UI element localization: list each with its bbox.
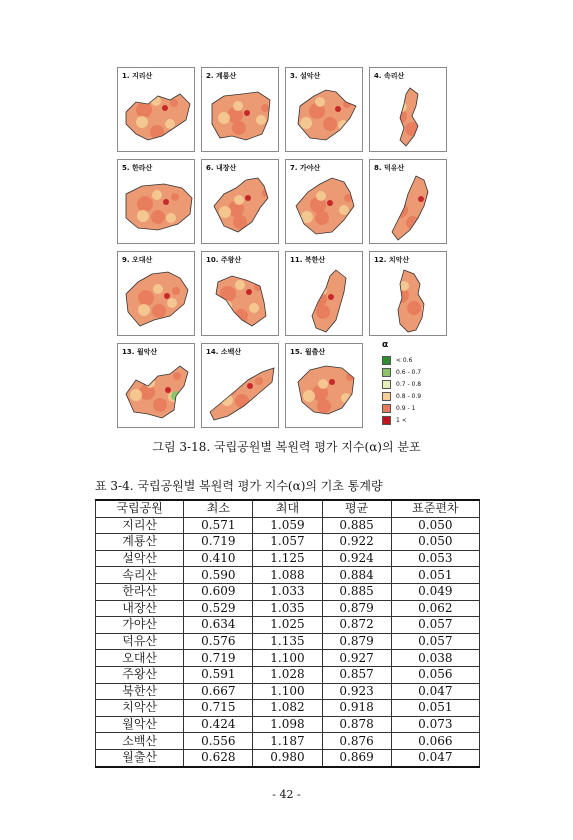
- legend-label: 0.7 - 0.8: [396, 380, 422, 388]
- cell-max: 1.082: [253, 700, 322, 717]
- map-panel-label: 12. 치악산: [374, 256, 410, 264]
- cell-max: 1.033: [253, 583, 322, 600]
- cell-stddev: 0.062: [391, 600, 479, 617]
- table-row: [96, 534, 480, 551]
- cell-min: 0.719: [184, 534, 253, 551]
- header-min: 최소: [184, 500, 253, 517]
- cell-park: 속리산: [96, 567, 184, 584]
- cell-mean: 0.879: [322, 600, 391, 617]
- cell-park: 월악산: [96, 716, 184, 733]
- header-park: 국립공원: [96, 500, 184, 517]
- table-row: [96, 550, 480, 567]
- map-panel: [117, 67, 195, 152]
- cell-mean: 0.876: [322, 733, 391, 750]
- map-panel-label: 2. 계룡산: [206, 72, 237, 80]
- legend-swatch: [382, 380, 391, 389]
- cell-stddev: 0.050: [391, 517, 479, 534]
- legend-item: [382, 402, 421, 414]
- legend-title: α: [382, 340, 389, 350]
- table-row: [96, 733, 480, 750]
- map-legend: [382, 340, 421, 426]
- cell-mean: 0.885: [322, 583, 391, 600]
- cell-park: 치악산: [96, 700, 184, 717]
- map-panel: [201, 343, 279, 428]
- legend-swatch: [382, 404, 391, 413]
- map-panel-label: 7. 가야산: [290, 164, 321, 172]
- cell-stddev: 0.047: [391, 749, 479, 766]
- cell-mean: 0.872: [322, 617, 391, 634]
- map-panel: [201, 67, 279, 152]
- cell-park: 북한산: [96, 683, 184, 700]
- map-panel-label: 6. 내장산: [206, 164, 237, 172]
- cell-stddev: 0.073: [391, 716, 479, 733]
- map-panel: [369, 251, 447, 336]
- header-max: 최대: [253, 500, 322, 517]
- cell-max: 1.035: [253, 600, 322, 617]
- table-row: [96, 517, 480, 534]
- cell-max: 1.025: [253, 617, 322, 634]
- cell-max: 0.980: [253, 749, 322, 766]
- map-panel: [369, 159, 447, 244]
- cell-min: 0.609: [184, 583, 253, 600]
- map-panel-label: 15. 월출산: [290, 348, 326, 356]
- table-body: [96, 517, 480, 766]
- map-panel: [369, 67, 447, 152]
- table-row: [96, 617, 480, 634]
- cell-mean: 0.927: [322, 650, 391, 667]
- cell-max: 1.135: [253, 633, 322, 650]
- cell-mean: 0.922: [322, 534, 391, 551]
- cell-stddev: 0.057: [391, 617, 479, 634]
- cell-min: 0.715: [184, 700, 253, 717]
- cell-park: 한라산: [96, 583, 184, 600]
- legend-swatch: [382, 356, 391, 365]
- cell-max: 1.028: [253, 666, 322, 683]
- cell-stddev: 0.057: [391, 633, 479, 650]
- cell-min: 0.719: [184, 650, 253, 667]
- legend-label: 0.8 - 0.9: [396, 392, 422, 400]
- cell-max: 1.059: [253, 517, 322, 534]
- table-row: [96, 600, 480, 617]
- park-boundary: [126, 272, 188, 326]
- park-boundary: [298, 90, 356, 140]
- table-row: [96, 749, 480, 766]
- legend-item: [382, 366, 421, 378]
- map-panel-label: 3. 설악산: [290, 72, 321, 80]
- cell-min: 0.424: [184, 716, 253, 733]
- cell-stddev: 0.066: [391, 733, 479, 750]
- legend-label: 0.9 - 1: [396, 404, 416, 412]
- map-panel-label: 4. 속리산: [374, 72, 405, 80]
- cell-min: 0.556: [184, 733, 253, 750]
- cell-mean: 0.885: [322, 517, 391, 534]
- cell-max: 1.098: [253, 716, 322, 733]
- map-panel: [117, 251, 195, 336]
- cell-max: 1.088: [253, 567, 322, 584]
- cell-stddev: 0.053: [391, 550, 479, 567]
- cell-max: 1.100: [253, 650, 322, 667]
- cell-stddev: 0.051: [391, 567, 479, 584]
- table-row: [96, 683, 480, 700]
- table-header-row: [96, 500, 480, 517]
- map-panel-label: 5. 한라산: [122, 164, 153, 172]
- map-panel: [117, 159, 195, 244]
- table-row: [96, 633, 480, 650]
- legend-item: [382, 390, 421, 402]
- cell-park: 주왕산: [96, 666, 184, 683]
- cell-min: 0.571: [184, 517, 253, 534]
- cell-park: 설악산: [96, 550, 184, 567]
- legend-label: 0.6 - 0.7: [396, 368, 422, 376]
- cell-min: 0.529: [184, 600, 253, 617]
- table-caption: 표 3-4. 국립공원별 복원력 평가 지수(α)의 기초 통계량: [95, 479, 383, 493]
- cell-park: 내장산: [96, 600, 184, 617]
- legend-item: [382, 414, 421, 426]
- map-panel-label: 14. 소백산: [206, 348, 242, 356]
- cell-max: 1.125: [253, 550, 322, 567]
- map-panel: [285, 251, 363, 336]
- cell-stddev: 0.056: [391, 666, 479, 683]
- map-panel: [285, 159, 363, 244]
- cell-park: 월출산: [96, 749, 184, 766]
- cell-park: 소백산: [96, 733, 184, 750]
- figure-caption: 그림 3-18. 국립공원별 복원력 평가 지수(α)의 분포: [152, 440, 421, 454]
- cell-min: 0.634: [184, 617, 253, 634]
- cell-max: 1.100: [253, 683, 322, 700]
- table-row: [96, 583, 480, 600]
- table-row: [96, 567, 480, 584]
- cell-min: 0.410: [184, 550, 253, 567]
- legend-swatch: [382, 392, 391, 401]
- cell-park: 지리산: [96, 517, 184, 534]
- header-mean: 평균: [322, 500, 391, 517]
- legend-label: 1 <: [396, 416, 407, 424]
- cell-stddev: 0.051: [391, 700, 479, 717]
- table-row: [96, 650, 480, 667]
- cell-max: 1.057: [253, 534, 322, 551]
- map-panel-label: 11. 북한산: [290, 256, 326, 264]
- table-row: [96, 700, 480, 717]
- cell-mean: 0.924: [322, 550, 391, 567]
- cell-park: 덕유산: [96, 633, 184, 650]
- cell-park: 오대산: [96, 650, 184, 667]
- cell-park: 가야산: [96, 617, 184, 634]
- table-row: [96, 666, 480, 683]
- cell-min: 0.576: [184, 633, 253, 650]
- cell-park: 계룡산: [96, 534, 184, 551]
- map-panel: [285, 67, 363, 152]
- cell-stddev: 0.047: [391, 683, 479, 700]
- cell-min: 0.590: [184, 567, 253, 584]
- statistics-table: [95, 499, 480, 768]
- map-panel: [201, 251, 279, 336]
- page-number: - 42 -: [272, 788, 301, 801]
- cell-mean: 0.918: [322, 700, 391, 717]
- cell-stddev: 0.049: [391, 583, 479, 600]
- map-panel-label: 10. 주왕산: [206, 256, 242, 264]
- map-panel-label: 1. 지리산: [122, 72, 153, 80]
- cell-stddev: 0.038: [391, 650, 479, 667]
- cell-mean: 0.857: [322, 666, 391, 683]
- map-panel: [117, 343, 195, 428]
- cell-mean: 0.878: [322, 716, 391, 733]
- cell-stddev: 0.050: [391, 534, 479, 551]
- map-panel: [201, 159, 279, 244]
- cell-mean: 0.869: [322, 749, 391, 766]
- legend-swatch: [382, 416, 391, 425]
- legend-swatch: [382, 368, 391, 377]
- legend-items: [382, 354, 421, 426]
- cell-min: 0.667: [184, 683, 253, 700]
- cell-min: 0.628: [184, 749, 253, 766]
- cell-mean: 0.884: [322, 567, 391, 584]
- legend-label: < 0.6: [396, 356, 413, 364]
- cell-mean: 0.923: [322, 683, 391, 700]
- header-stddev: 표준편차: [391, 500, 479, 517]
- cell-mean: 0.879: [322, 633, 391, 650]
- map-panel-label: 13. 월악산: [122, 348, 158, 356]
- legend-item: [382, 354, 421, 366]
- map-panel-label: 8. 덕유산: [374, 164, 405, 172]
- cell-min: 0.591: [184, 666, 253, 683]
- map-panel: [285, 343, 363, 428]
- table-row: [96, 716, 480, 733]
- legend-item: [382, 378, 421, 390]
- map-panel-label: 9. 오대산: [122, 256, 153, 264]
- cell-max: 1.187: [253, 733, 322, 750]
